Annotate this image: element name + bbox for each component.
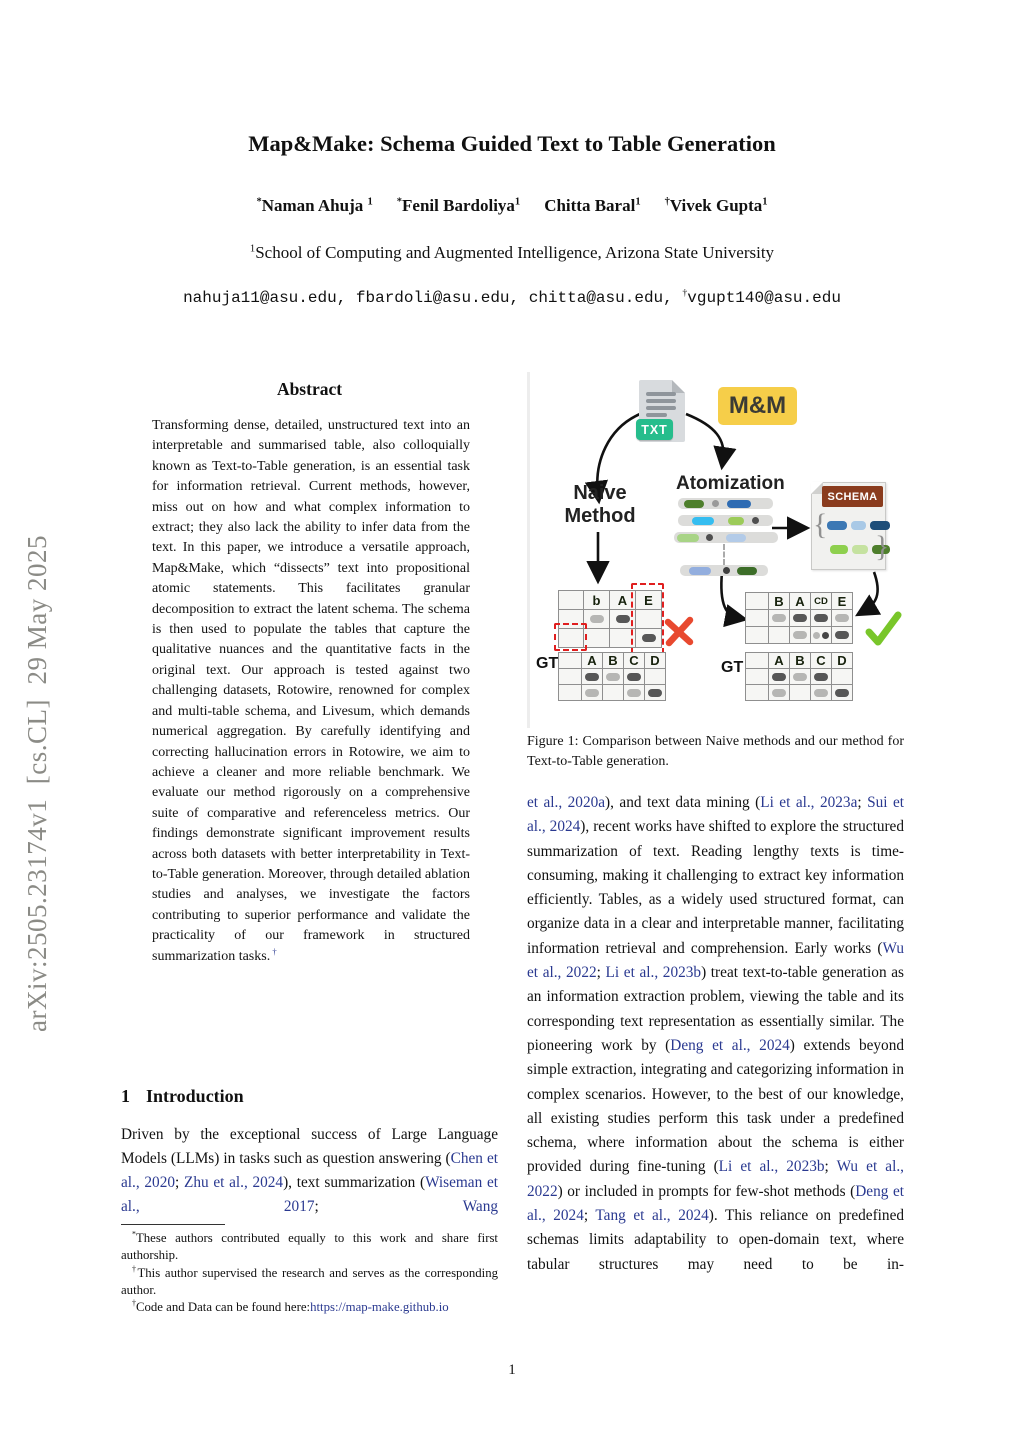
right-column-text: [527, 791, 904, 1277]
value-pill: [814, 689, 828, 697]
table-cell: [559, 591, 583, 609]
table-cell: [582, 685, 602, 700]
atom-pill: [851, 521, 866, 530]
column-header: E: [832, 593, 852, 609]
column-header: D: [832, 653, 852, 668]
text-segment: ;: [314, 1198, 463, 1215]
atom-pill: [737, 567, 757, 575]
naive-label-line2: Method: [564, 505, 636, 527]
footnote-code-link: [121, 1299, 498, 1316]
table-cell: [603, 685, 623, 700]
column-header: CD: [811, 593, 831, 609]
table-cell: [769, 610, 789, 626]
value-dot: [822, 632, 829, 639]
naive-label-line1: Naive: [573, 482, 627, 504]
value-pill: [627, 673, 641, 681]
value-pill: [835, 689, 849, 697]
table-cell: [811, 610, 831, 626]
atom-dot: [752, 517, 759, 524]
text-segment: 1: [514, 196, 521, 208]
text-segment: †: [132, 1264, 138, 1274]
page-number: 1: [508, 1362, 516, 1378]
text-segment: ). This reliance on predefined schemas limits adaptability to open-domain text, where tabular structures may need to be in-: [527, 1207, 905, 1273]
atom-pill: [684, 500, 704, 508]
table-cell: [790, 610, 810, 626]
column-header: A: [582, 653, 602, 668]
text-segment: Naman Ahuja: [261, 196, 368, 215]
intro-paragraph: [121, 1123, 498, 1219]
text-segment: ;: [824, 1158, 837, 1176]
value-pill: [814, 614, 828, 622]
table-cell: [832, 685, 852, 700]
error-highlight-cell: [554, 623, 587, 651]
column-header: b: [584, 591, 609, 609]
atom-pill: [677, 534, 699, 542]
text-segment: Code and Data can be found here:: [135, 1300, 311, 1315]
mm-logo: M&M: [718, 387, 797, 425]
value-pill: [835, 631, 849, 639]
table-cell: [559, 653, 581, 668]
footnote-equal-contribution: [121, 1230, 498, 1265]
text-segment: Chitta Baral: [544, 196, 636, 215]
text-segment: ), recent works have shifted to explore the structured summarization of text. Reading lengthy texts is time-consuming, making it challenging to extract key information efficiently. Tables, as a widely used structured format, can organize data in a clear and interpretable manner, facilitating information retrieval and comprehension. Early works (: [527, 818, 904, 957]
atom-row: [678, 515, 773, 526]
text-segment: This author supervised the research and serves as the corresponding author.: [121, 1265, 498, 1297]
text-segment: Driven by the exceptional success of Large Language Models (LLMs) in tasks such as question answering (: [121, 1126, 498, 1167]
table-cell: [645, 685, 665, 700]
text-segment: nahuja11@asu.edu, fbardoli@asu.edu, chitta@asu.edu,: [183, 289, 683, 307]
table-cell: [584, 610, 609, 628]
paper-title: Map&Make: Schema Guided Text to Table Generation: [248, 131, 776, 156]
row-header: [746, 627, 768, 643]
text-segment: Transforming dense, detailed, unstructured text into an interpretable and summarised table, also colloquially known as Text-to-Table generation, is an essential task for information retrieval. Current methods, however, miss out on how and what complex information to extract; they also lack the ability to infer data from the text. In this paper, we introduce a versatile approach, Map&Make, which “dissects” text into propositional atomic statements. This facilitates granular decomposition to extract the latent schema. The schema is then used to populate the tables that capture the qualitative nuances and the quantitative facts in the original text. Our approach is tested against two challenging datasets, Rotowire, renowned for complex and multi-table schema, and Livesum, which demands numerical aggregation. By carefully identifying and correcting hallucination errors in Rotowire, we aim to achieve a cleaner and more reliable benchmark. We evaluate our method rigorously on a comprehensive suite of comparative and referenceless metrics. Our findings demonstrate significant improvement results across both datasets with better interpretability in Text-to-Table generation. Moreover, through detailed ablation studies and analyses, we investigate the factors contributing to superior performance and validate the practicality of our framework in structured summarization tasks.: [152, 418, 470, 964]
table-cell: [624, 669, 644, 684]
table-cell: [582, 669, 602, 684]
citation-link[interactable]: Chen et al., 2020: [121, 1150, 498, 1191]
atom-pill: [692, 517, 714, 525]
atom-row: [678, 498, 773, 509]
column-header: C: [811, 653, 831, 668]
text-segment: ;: [596, 964, 606, 982]
table-cell: [811, 627, 831, 643]
text-segment: ;: [175, 1174, 184, 1191]
table-cell: [769, 669, 789, 684]
x-mark-icon: [663, 615, 695, 647]
text-segment: Fenil Bardoliya: [402, 196, 515, 215]
ground-truth-table-right: [745, 652, 853, 701]
value-pill: [585, 689, 599, 697]
atom-row: [674, 532, 778, 543]
emails-line: [0, 289, 1024, 307]
section-heading-introduction: [121, 1086, 244, 1107]
table-cell: [746, 653, 768, 668]
atom-dot: [723, 567, 730, 574]
row-header: [746, 610, 768, 626]
value-pill: [793, 614, 807, 622]
table-cell: [790, 627, 810, 643]
table-cell: [769, 627, 789, 643]
figure-caption: Figure 1: Comparison between Naive methods and our method for Text-to-Table generation.: [527, 734, 904, 769]
table-cell: [624, 685, 644, 700]
text-segment: ) extends beyond simple extraction, integrating and categorizing information in complex scenarios. However, to the best of our knowledge, all existing studies perform this task under a predefined schema, where information about the schema is either provided during fine-tuning (: [527, 1036, 904, 1176]
value-pill: [814, 673, 828, 681]
schema-pill-row: [827, 521, 890, 530]
row-header: [559, 669, 581, 684]
citation-link[interactable]: Li et al., 2023b: [605, 964, 702, 982]
value-pill: [772, 689, 786, 697]
text-segment: vgupt140@asu.edu: [687, 289, 841, 307]
table-cell: [832, 669, 852, 684]
atom-pill: [827, 521, 847, 530]
column-header: B: [790, 653, 810, 668]
value-pill: [835, 614, 849, 622]
value-pill: [793, 673, 807, 681]
atom-pill: [689, 567, 711, 575]
text-segment: School of Computing and Augmented Intelligence, Arizona State University: [255, 243, 775, 262]
table-cell: [645, 669, 665, 684]
text-segment: ;: [583, 1207, 596, 1225]
row-header: [746, 685, 768, 700]
atomization-label: Atomization: [676, 473, 785, 494]
section-number: 1: [121, 1086, 130, 1106]
citation-link[interactable]: †: [270, 945, 277, 956]
text-segment: 1: [367, 196, 373, 208]
column-header: A: [769, 653, 789, 668]
text-segment: ;: [857, 794, 868, 811]
figure-1: [527, 372, 904, 728]
text-segment: *: [396, 196, 403, 208]
text-segment: ) treat text-to-table generation as an information extraction problem, viewing the table and its corresponding text representation as essentially similar. The pioneering work by (: [527, 964, 904, 1054]
value-pill: [606, 673, 620, 681]
arrow-atoms-to-table: [721, 572, 738, 618]
table-cell: [790, 685, 810, 700]
table-cell: [769, 685, 789, 700]
txt-badge: TXT: [636, 419, 673, 440]
gt-label: GT: [536, 655, 559, 672]
column-header: C: [624, 653, 644, 668]
row-header: [559, 685, 581, 700]
abstract-heading: Abstract: [276, 379, 343, 399]
gt-label: GT: [721, 659, 744, 676]
citation-link[interactable]: Tang et al., 2024: [595, 1207, 709, 1225]
atom-pill: [727, 500, 751, 508]
footnotes: [121, 1230, 498, 1316]
arrow-schema-to-table: [864, 572, 878, 611]
value-pill: [793, 631, 807, 639]
table-cell: [811, 685, 831, 700]
ground-truth-table-left: [558, 652, 666, 701]
table-cell: [811, 669, 831, 684]
naive-method-label: [550, 482, 650, 528]
citation-link[interactable]: Deng et al., 2024: [527, 1182, 905, 1225]
text-segment: *: [256, 196, 262, 208]
atom-pill: [728, 517, 744, 525]
table-cell: [746, 593, 768, 609]
atom-pill: [830, 545, 848, 554]
text-segment: †: [664, 196, 670, 208]
citation-link[interactable]: Zhu et al., 2024: [183, 1174, 284, 1191]
value-pill: [813, 632, 820, 639]
value-pill: [585, 673, 599, 681]
brace-close: }: [875, 530, 890, 563]
atom-dot: [706, 534, 713, 541]
citation-link[interactable]: Li et al., 2023a: [760, 794, 858, 811]
text-segment: ) or included in prompts for few-shot methods (: [557, 1182, 856, 1200]
value-pill: [616, 615, 630, 623]
atom-pill: [852, 545, 868, 554]
column-header: D: [645, 653, 665, 668]
table-cell: [603, 669, 623, 684]
value-pill: [772, 614, 786, 622]
citation-link[interactable]: Sui et al., 2024: [527, 794, 904, 836]
doc-line: [646, 399, 676, 403]
value-pill: [772, 673, 786, 681]
citation-link[interactable]: https://map-make.github.io: [310, 1300, 449, 1315]
text-segment: These authors contributed equally to this work and share first authorship.: [121, 1231, 498, 1263]
column-header: A: [610, 591, 635, 609]
citation-link[interactable]: Wiseman et al., 2017: [121, 1174, 498, 1215]
table-cell: [832, 610, 852, 626]
schema-header: SCHEMA: [822, 486, 883, 507]
authors-line: [0, 196, 1024, 216]
atom-dot: [712, 500, 719, 507]
doc-line: [646, 406, 676, 410]
text-segment: 1: [635, 196, 641, 208]
value-pill: [627, 689, 641, 697]
text-segment: ), text summarization (: [283, 1174, 426, 1191]
table-cell: [584, 629, 609, 647]
doc-line: [646, 413, 667, 417]
doc-line: [646, 392, 676, 396]
citation-link[interactable]: Wu et al., 2022: [527, 1158, 904, 1200]
atom-pill: [726, 534, 746, 542]
text-segment: †: [132, 1298, 136, 1308]
abstract-text: [152, 416, 470, 967]
arxiv-watermark: arXiv:2505.23174v1 [cs.CL] 29 May 2025: [22, 535, 52, 1032]
column-header: B: [603, 653, 623, 668]
column-header: A: [790, 593, 810, 609]
footnote-supervision: [121, 1265, 498, 1300]
text-segment: *: [132, 1229, 136, 1239]
table-cell: [790, 669, 810, 684]
text-segment: 1: [762, 196, 768, 208]
column-header: B: [769, 593, 789, 609]
citation-link[interactable]: Wu et al., 2022: [527, 939, 904, 982]
citation-link[interactable]: Deng et al., 2024: [670, 1036, 790, 1054]
value-pill: [590, 615, 604, 623]
citation-link[interactable]: Wang: [462, 1198, 498, 1215]
section-title: Introduction: [146, 1086, 244, 1106]
citation-link[interactable]: Li et al., 2023b: [718, 1158, 825, 1176]
text-segment: ), and text data mining (: [605, 794, 761, 811]
table-cell: [832, 627, 852, 643]
footnote-rule: [121, 1224, 225, 1225]
mm-output-table: [745, 592, 853, 644]
atom-pill: [870, 521, 890, 530]
dashed-connector: [723, 544, 725, 565]
text-segment: †: [682, 287, 688, 299]
citation-link[interactable]: et al., 2020a: [527, 794, 606, 811]
atom-row: [680, 565, 768, 576]
row-header: [746, 669, 768, 684]
affiliation-line: [0, 243, 1024, 263]
text-segment: 1: [249, 243, 256, 255]
value-pill: [648, 689, 662, 697]
column-header: E: [636, 591, 661, 609]
check-mark-icon: [864, 610, 902, 648]
brace-open: {: [813, 508, 828, 541]
text-segment: Vivek Gupta: [669, 196, 763, 215]
error-highlight-column: [631, 583, 664, 654]
